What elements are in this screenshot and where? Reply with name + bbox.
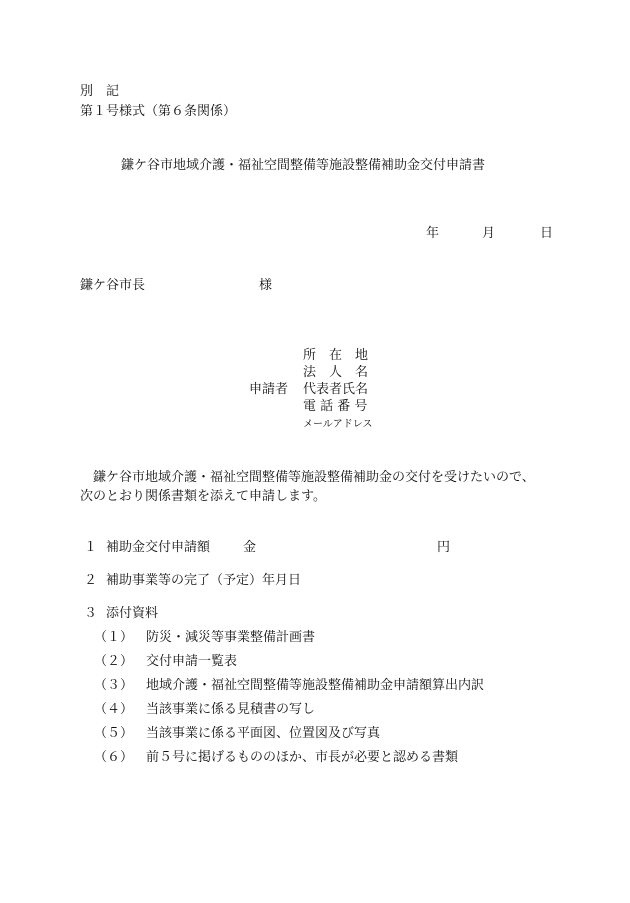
item-2-number: ２: [84, 573, 98, 588]
addressee-honorific: 様: [259, 278, 273, 293]
attachment-2-number: （２）: [94, 654, 134, 669]
date-day: 日: [540, 226, 554, 241]
field-email: メールアドレス: [303, 419, 373, 430]
field-address: 所 在 地: [303, 348, 369, 363]
item-3-label: 添付資料: [106, 606, 159, 621]
item-2-label: 補助事業等の完了（予定）年月日: [106, 573, 302, 588]
attachment-4-number: （４）: [94, 702, 134, 717]
document-title: 鎌ケ谷市地域介護・福祉空間整備等施設整備補助金交付申請書: [121, 158, 486, 173]
bekki-label: 別 記: [80, 84, 120, 99]
attachment-3-text: 地域介護・福祉空間整備等施設整備補助金申請額算出内訳: [146, 678, 485, 693]
attachment-4-text: 当該事業に係る見積書の写し: [146, 702, 316, 717]
attachment-1-number: （１）: [94, 630, 134, 645]
item-1-label: 補助金交付申請額: [106, 540, 211, 555]
item-1-number: １: [84, 540, 98, 555]
item-1-kin: 金: [243, 540, 257, 555]
field-representative: 代表者氏名: [303, 382, 369, 397]
applicant-label: 申請者: [249, 382, 289, 397]
attachment-2-text: 交付申請一覧表: [146, 654, 238, 669]
field-corporation-name: 法 人 名: [303, 365, 369, 380]
item-1-yen: 円: [437, 540, 451, 555]
field-phone: 電 話 番 号: [303, 399, 368, 414]
form-number: 第１号様式（第６条関係）: [80, 104, 237, 119]
date-month: 月: [482, 226, 496, 241]
attachment-6-text: 前５号に掲げるもののほか、市長が必要と認める書類: [146, 750, 459, 765]
attachment-6-number: （６）: [94, 750, 134, 765]
attachment-3-number: （３）: [94, 678, 134, 693]
body-line-2: 次のとおり関係書類を添えて申請します。: [80, 489, 326, 504]
attachment-5-text: 当該事業に係る平面図、位置図及び写真: [146, 726, 381, 741]
addressee-name: 鎌ケ谷市長: [80, 278, 146, 293]
date-year: 年: [426, 226, 440, 241]
attachment-5-number: （５）: [94, 726, 134, 741]
body-line-1: 鎌ケ谷市地域介護・福祉空間整備等施設整備補助金の交付を受けたいので、: [80, 470, 535, 485]
attachment-1-text: 防災・減災等事業整備計画書: [146, 630, 316, 645]
item-3-number: ３: [84, 606, 98, 621]
